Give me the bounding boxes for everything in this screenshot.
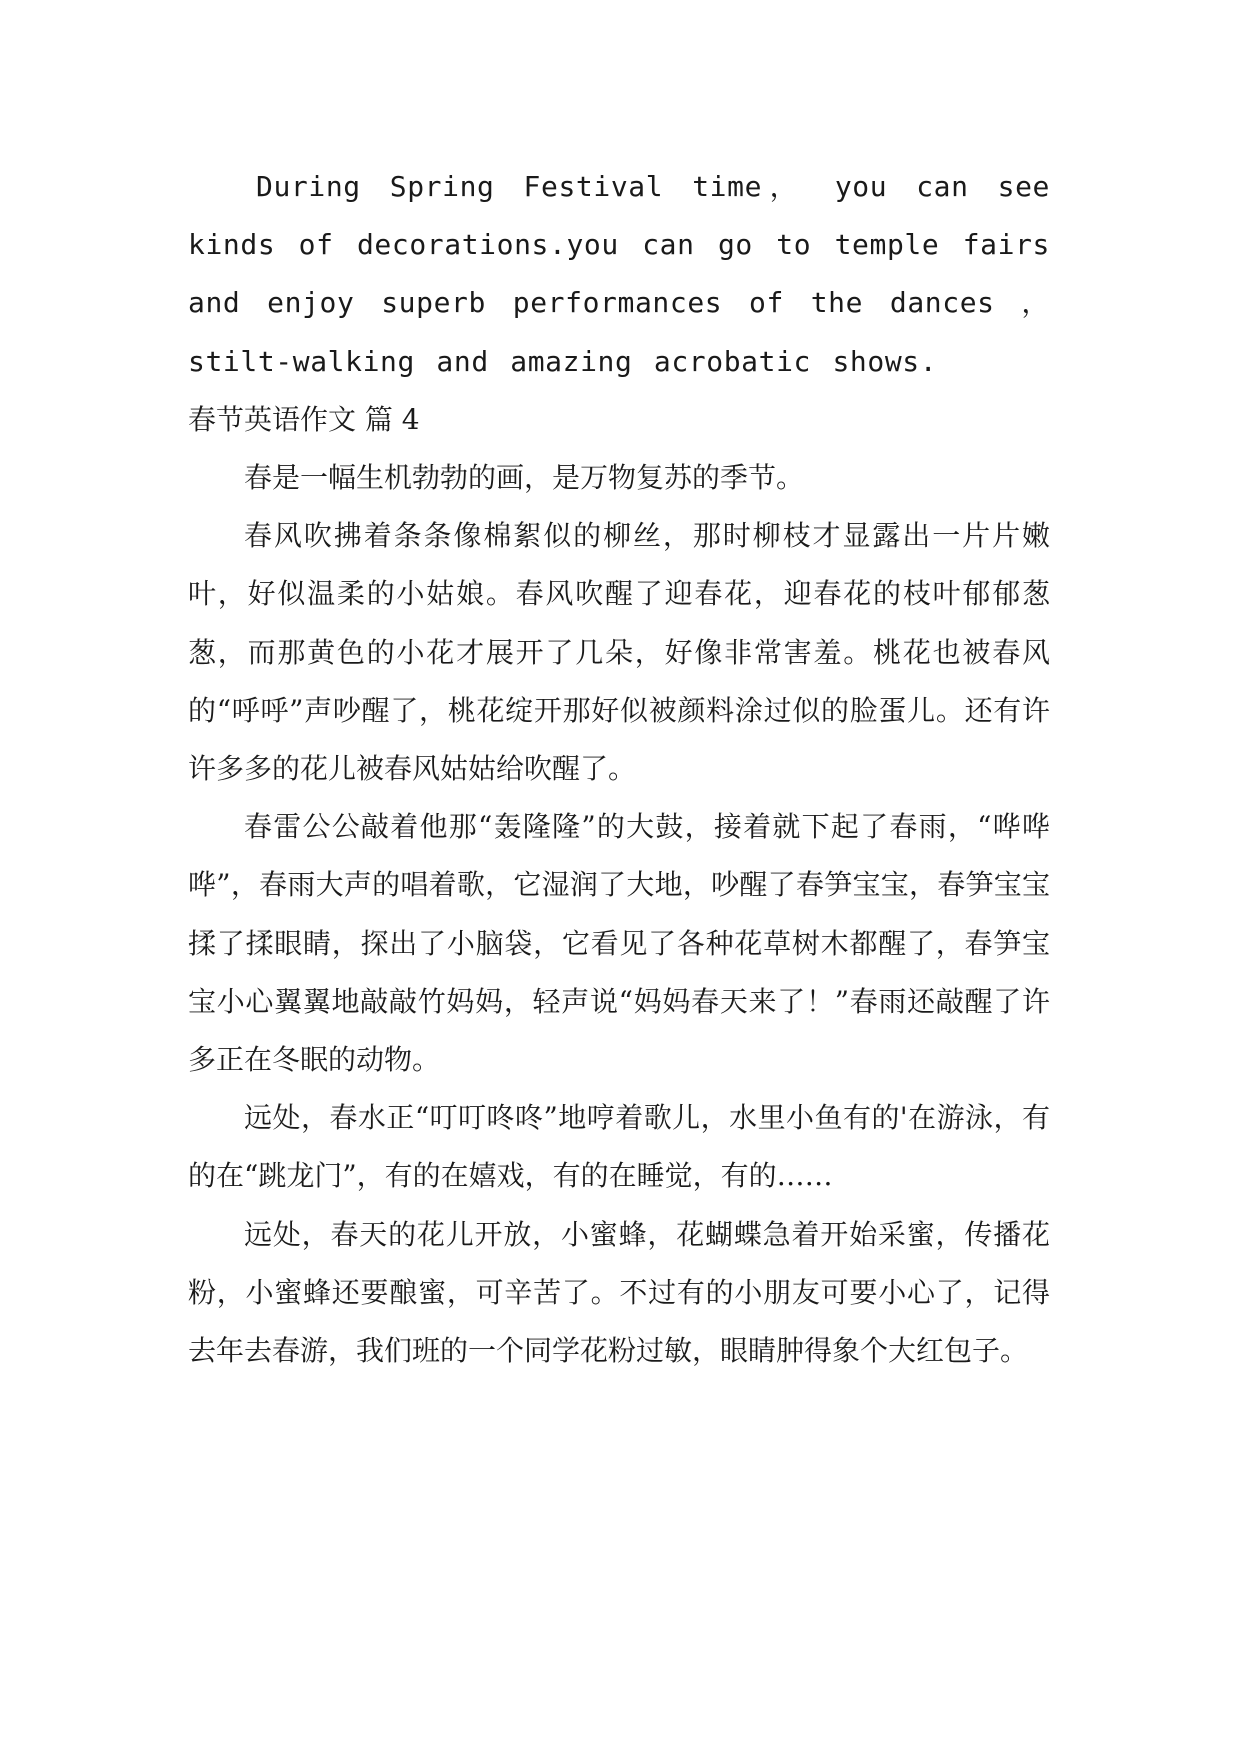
body-paragraph: 春是一幅生机勃勃的画，是万物复苏的季节。 [244,461,805,495]
section-heading: 春节英语作文 篇 4 [188,402,420,436]
document-page [188,158,1050,1380]
body-paragraph: 春风吹拂着条条像棉絮似的柳丝，那时柳枝才显露出一片片嫩叶，好似温柔的小姑娘。春风吹醒了迎春花，迎春花的枝叶郁郁葱葱，而那黄色的小花才展开了几朵，好像非常害羞。桃花也被春风的“呼呼”声吵醒了，桃花绽开那好似被颜料涂过似的脸蛋儿。还有许许多多的花儿被春风姑姑给吹醒了。 [188,519,1050,786]
english-intro-paragraph: During Spring Festival time， you can see kinds of decorations.you can go to temple fairs and enjoy superb performances of the dances ， stilt-walking and amazing acrobatic shows. [188,170,1050,378]
body-paragraph: 远处，春天的花儿开放，小蜜蜂，花蝴蝶急着开始采蜜，传播花粉，小蜜蜂还要酿蜜，可辛苦了。不过有的小朋友可要小心了，记得去年去春游，我们班的一个同学花粉过敏，眼睛肿得象个大红包子。 [188,1217,1050,1368]
body-paragraph: 远处，春水正“叮叮咚咚”地哼着歌儿，水里小鱼有的'在游泳，有的在“跳龙门”，有的在嬉戏，有的在睡觉，有的…… [188,1101,1050,1193]
body-paragraph: 春雷公公敲着他那“轰隆隆”的大鼓，接着就下起了春雨，“哗哗哗”，春雨大声的唱着歌，它湿润了大地，吵醒了春笋宝宝，春笋宝宝揉了揉眼睛，探出了小脑袋，它看见了各种花草树木都醒了，春笋宝宝小心翼翼地敲敲竹妈妈，轻声说“妈妈春天来了！”春雨还敲醒了许多正在冬眠的动物。 [188,810,1050,1077]
